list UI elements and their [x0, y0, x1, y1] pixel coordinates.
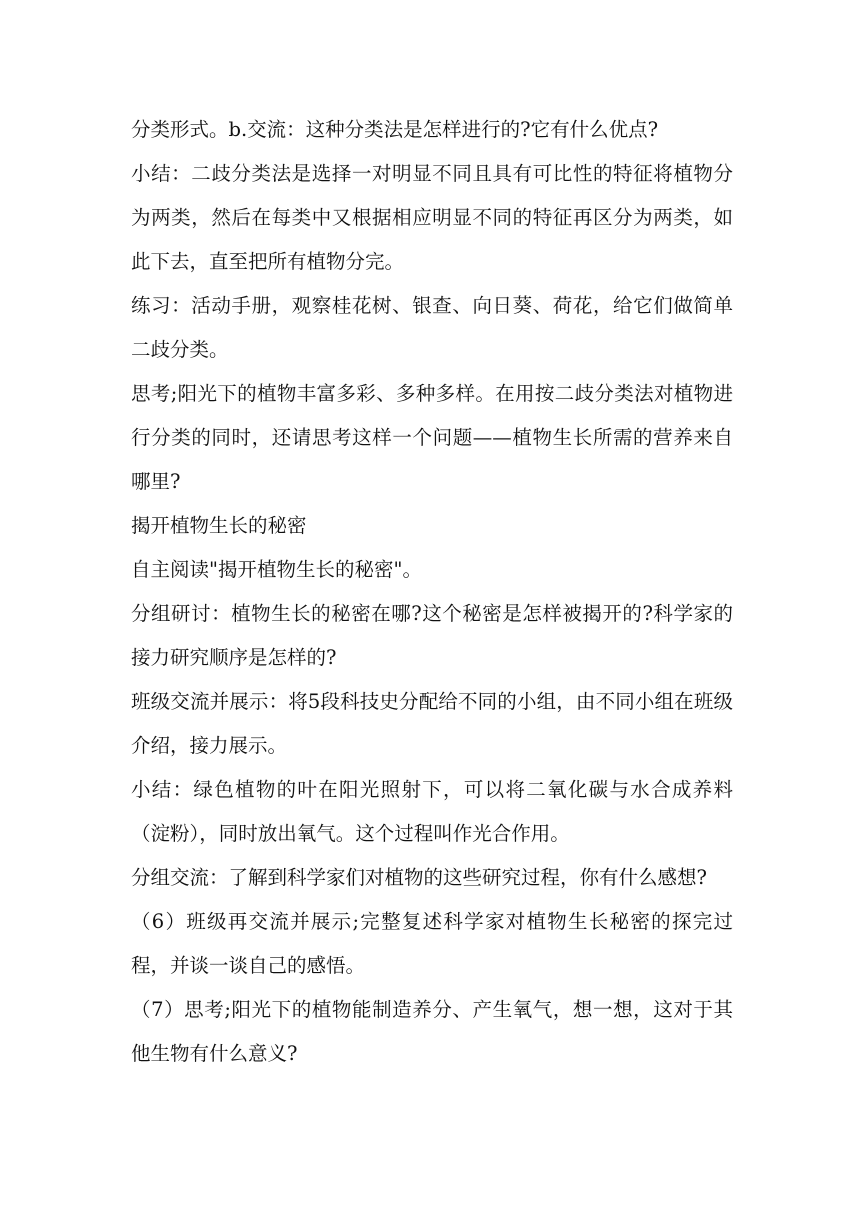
paragraph-self-reading: 自主阅读"揭开植物生长的秘密"。 — [131, 558, 422, 581]
paragraph-think-nutrition: 思考;阳光下的植物丰富多彩、多种多样。在用按二歧分类法对植物进行分类的同时，还请思考这样一个问题——植物生长所需的营养来自哪里? — [131, 382, 733, 493]
paragraph-classification-form: 分类形式。b.交流：这种分类法是怎样进行的?它有什么优点? — [131, 118, 659, 141]
paragraph-group-exchange: 分组交流：了解到科学家们对植物的这些研究过程，你有什么感想? — [131, 866, 707, 889]
paragraph-group-discussion: 分组研讨：植物生长的秘密在哪?这个秘密是怎样被揭开的?科学家的接力研究顺序是怎样的? — [131, 602, 733, 669]
document-body — [131, 108, 733, 1076]
paragraph-class-exchange: 班级交流并展示：将5段科技史分配给不同的小组，由不同小组在班级介绍，接力展示。 — [131, 690, 733, 757]
paragraph-step-6: （6）班级再交流并展示;完整复述科学家对植物生长秘密的探完过程，并谈一谈自己的感悟。 — [131, 910, 733, 977]
paragraph-summary-photosynthesis: 小结：绿色植物的叶在阳光照射下，可以将二氧化碳与水合成养料（淀粉），同时放出氧气。这个过程叫作光合作用。 — [131, 778, 733, 845]
section-heading-plant-growth-secret: 揭开植物生长的秘密 — [131, 514, 307, 537]
paragraph-summary-dichotomous: 小结：二歧分类法是选择一对明显不同且具有可比性的特征将植物分为两类，然后在每类中又根据相应明显不同的特征再区分为两类，如此下去，直至把所有植物分完。 — [131, 162, 733, 273]
paragraph-step-7: （7）思考;阳光下的植物能制造养分、产生氧气，想一想，这对于其他生物有什么意义? — [131, 998, 733, 1065]
paragraph-exercise: 练习：活动手册，观察桂花树、银查、向日葵、荷花，给它们做简单二歧分类。 — [131, 294, 733, 361]
